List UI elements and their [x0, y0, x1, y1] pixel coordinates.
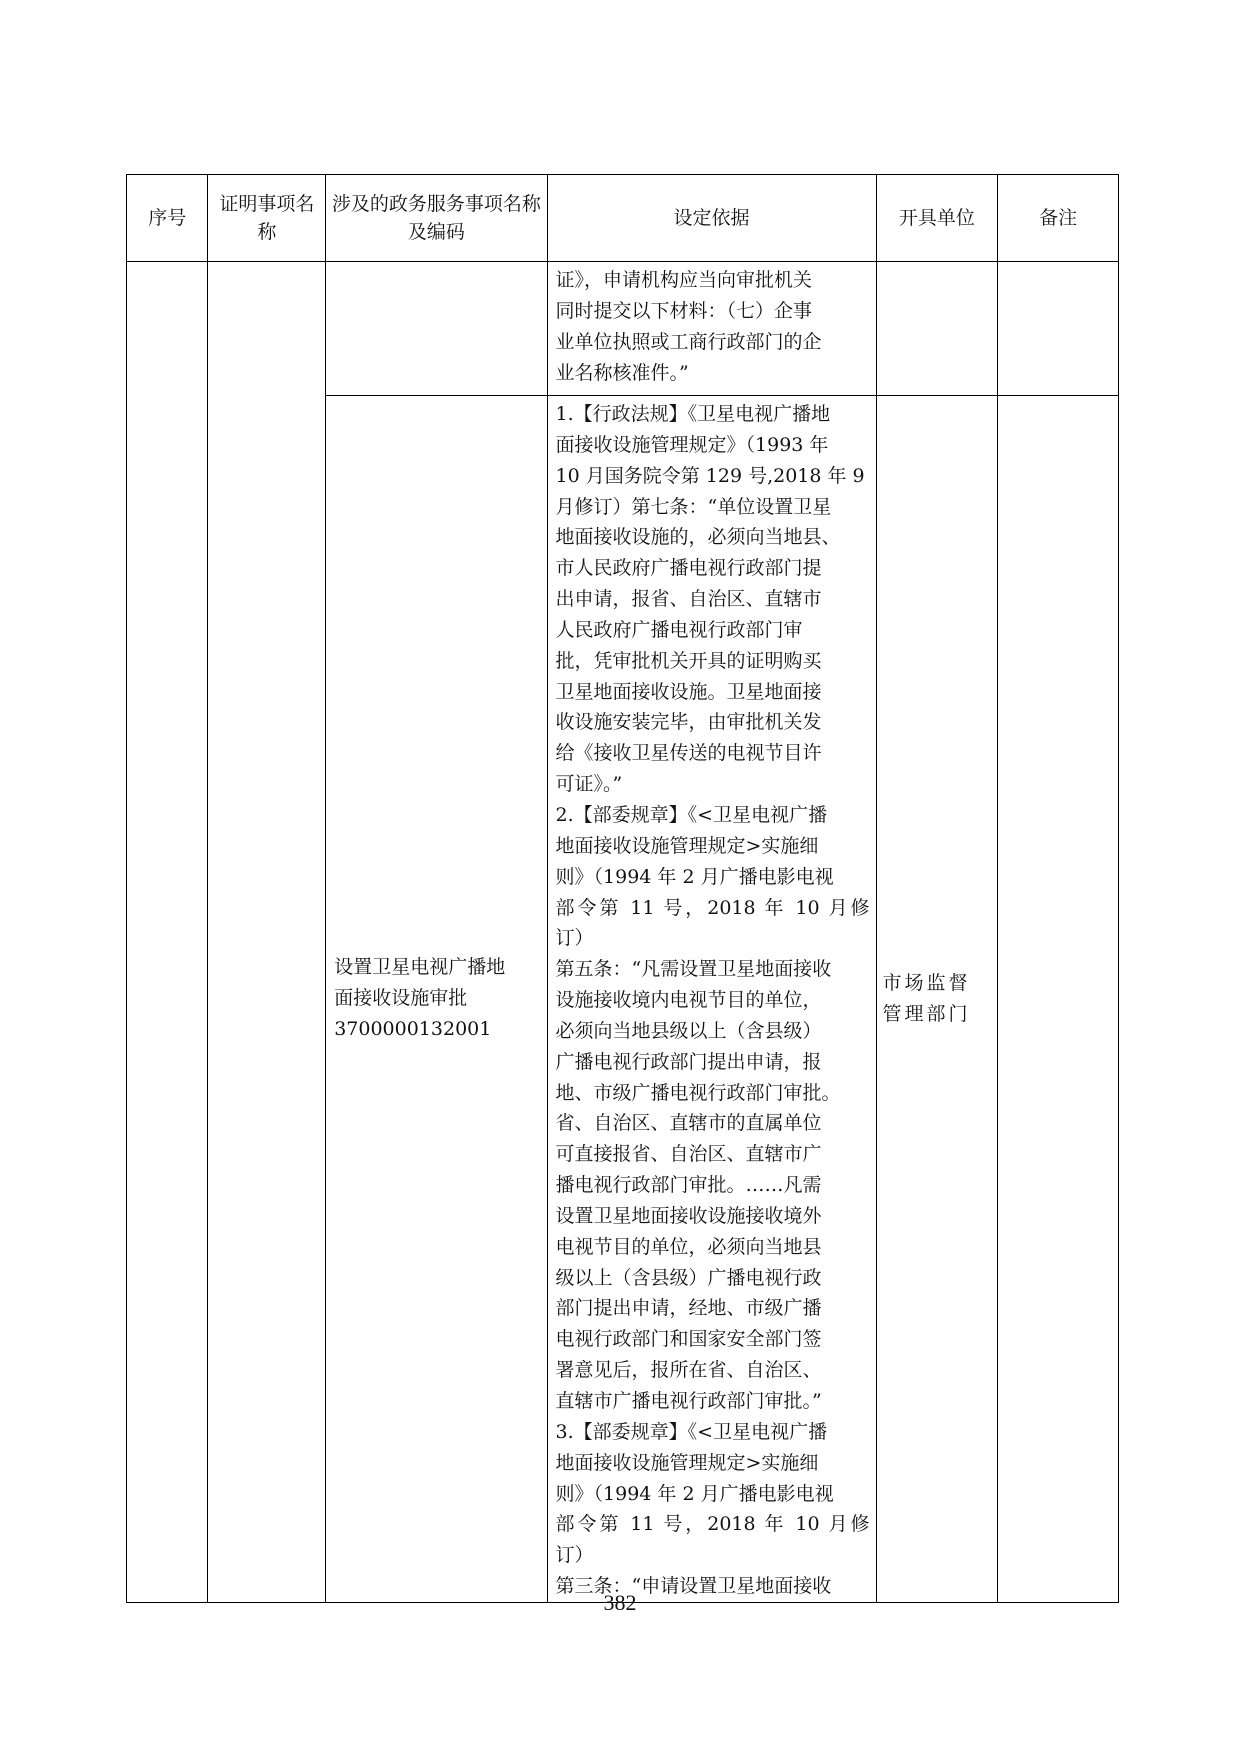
page-number: 382 — [603, 1590, 637, 1615]
table-header-row — [127, 175, 1119, 262]
certification-table — [126, 174, 1119, 1603]
proof-name-cell — [208, 262, 326, 1603]
header-service-item: 涉及的政务服务事项名称及编码 — [326, 175, 547, 262]
header-remarks: 备注 — [998, 175, 1119, 262]
service-item-cell: 设置卫星电视广播地 面接收设施审批 3700000132001 — [326, 396, 547, 1603]
header-proof-name: 证明事项名称 — [208, 175, 326, 262]
issuer-cell — [876, 262, 998, 396]
header-issuer: 开具单位 — [876, 175, 998, 262]
header-seq: 序号 — [127, 175, 208, 262]
remarks-cell — [998, 262, 1119, 396]
seq-cell — [127, 262, 208, 1603]
remarks-cell — [998, 396, 1119, 1603]
header-basis: 设定依据 — [547, 175, 876, 262]
basis-cell: 证》，申请机构应当向审批机关 同时提交以下材料：（七）企事 业单位执照或工商行政部门的企 业名称核准件。” — [547, 262, 876, 396]
basis-cell: 1.【行政法规】《卫星电视广播地 面接收设施管理规定》（1993 年 10 月国务院令第 129 号,2018 年 9 月修订）第七条：“单位设置卫星 地面接收设施的，必须向当地县、 市人民政府广播电视行政部门提 出申请，报省、自治区、直辖市 人民政府广播电视行政部门审 批，凭审批机关开具的证明购买 卫星地面接收设施。卫星地面接 收设施安装完毕，由审批机关发 给《接收卫星传送的电视节目许 可证》。” 2.【部委规章】《<卫星电视广播 地面接收设施管理规定>实施细 则》（1994 年 2 月广播电影电视 部令第 11 号，2018 年 10 月修订） 第五条：“凡需设置卫星地面接收 设施接收境内电视节目的单位， 必须向当地县级以上（含县级） 广播电视行政部门提出申请，报 地、市级广播电视行政部门审批。 省、自治区、直辖市的直属单位 可直接报省、自治区、直辖市广 播电视行政部门审批。……凡需 设置卫星地面接收设施接收境外 电视节目的单位，必须向当地县 级以上（含县级）广播电视行政 部门提出申请，经地、市级广播 电视行政部门和国家安全部门签 署意见后，报所在省、自治区、 直辖市广播电视行政部门审批。” 3.【部委规章】《<卫星电视广播 地面接收设施管理规定>实施细 则》（1994 年 2 月广播电影电视 部令第 11 号，2018 年 10 月修订） 第三条：“申请设置卫星地面接收 — [547, 396, 876, 1603]
service-item-cell — [326, 262, 547, 396]
issuer-cell: 市场监督 管理部门 — [876, 396, 998, 1603]
table-row — [127, 262, 1119, 396]
